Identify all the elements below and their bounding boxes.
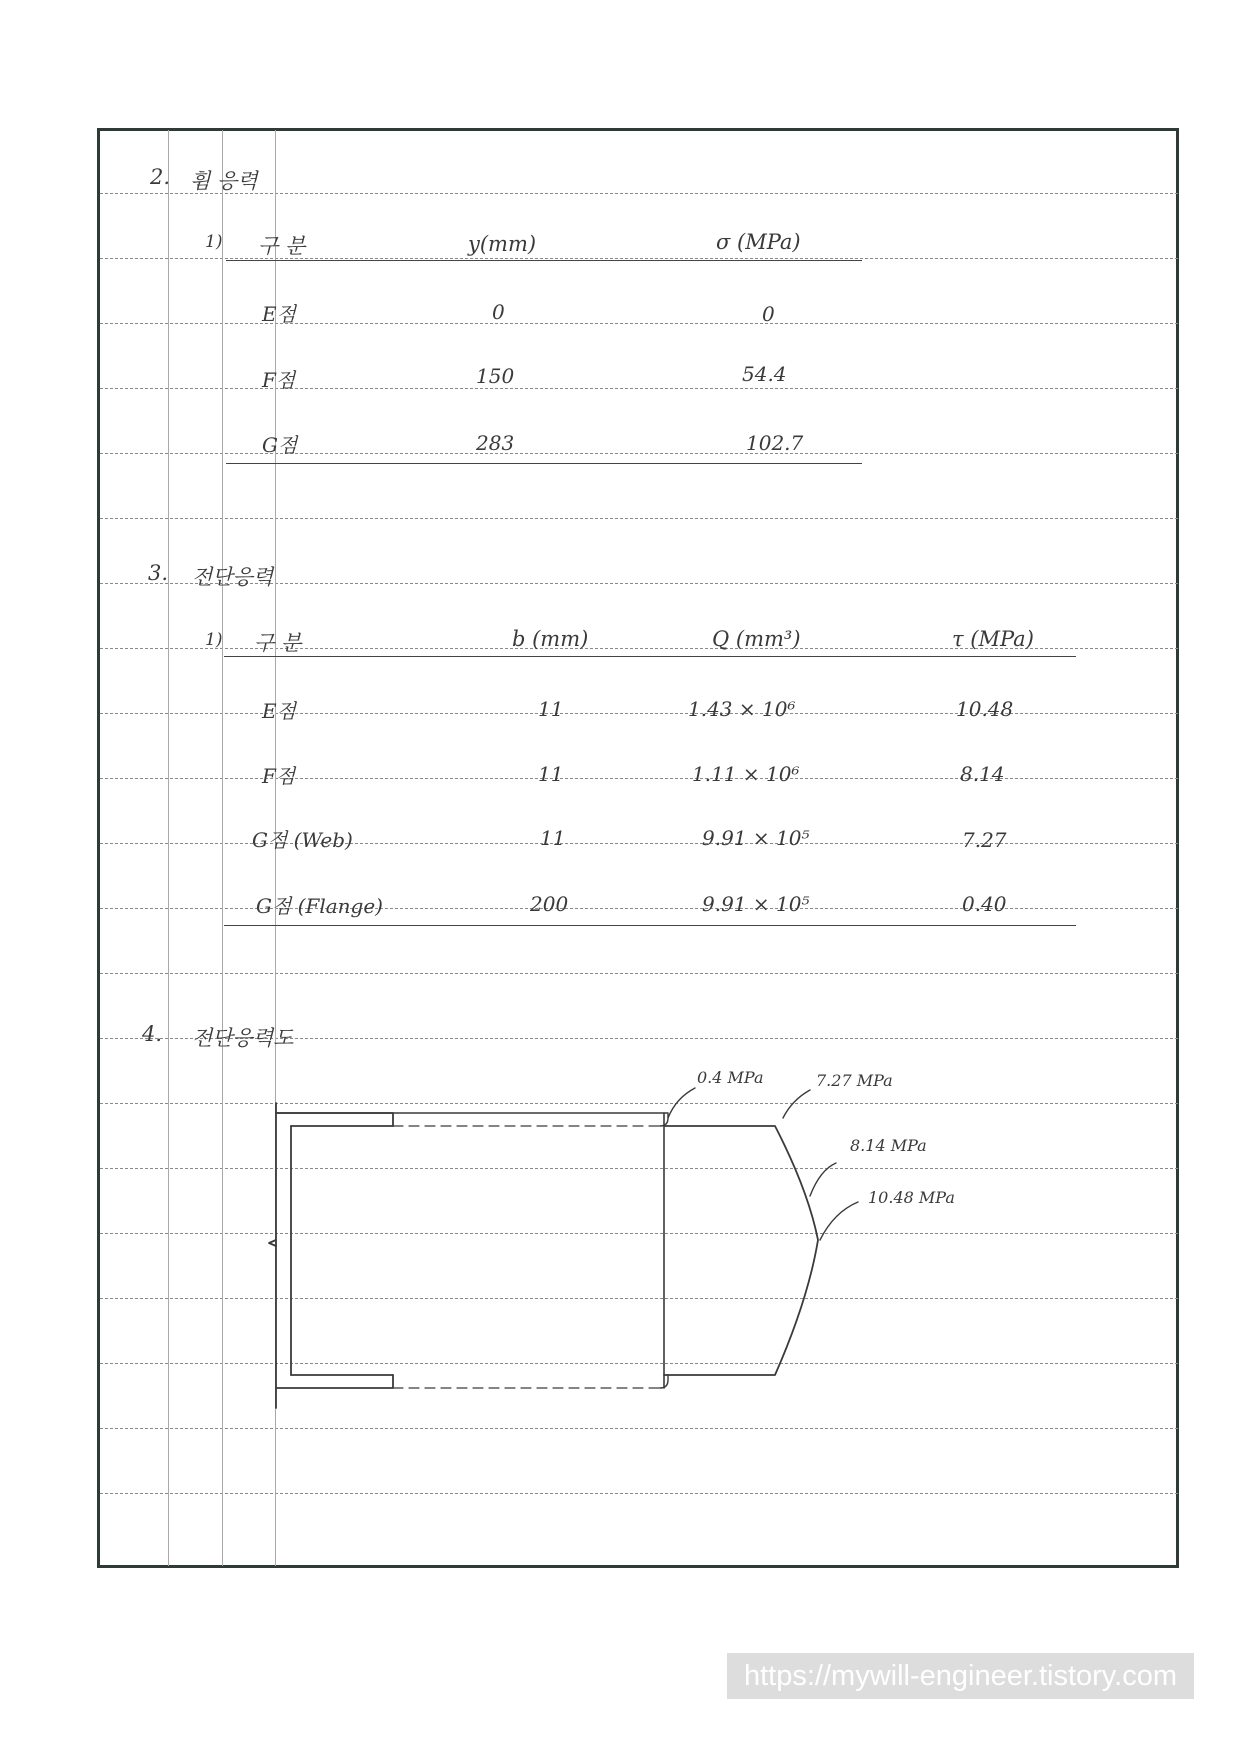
section3-row-b: 11	[538, 762, 564, 786]
web-shear-parabola	[664, 1126, 818, 1375]
section3-row-label: E점	[262, 699, 296, 723]
leader-e-point	[820, 1202, 858, 1240]
flange-stress-top-step	[276, 1113, 668, 1126]
section2-number: 2.	[150, 165, 171, 189]
section2-row-y: 283	[476, 431, 515, 455]
section3-row-tau: 0.40	[962, 892, 1007, 916]
watermark-url: https://mywill-engineer.tistory.com	[727, 1653, 1194, 1699]
label-f-point-stress: 8.14 MPa	[850, 1136, 927, 1155]
section3-row-b: 200	[530, 892, 569, 916]
section3-row-tau: 10.48	[956, 697, 1014, 721]
section3-row-tau: 8.14	[960, 762, 1005, 786]
section3-row-label: G점 (Flange)	[256, 894, 383, 918]
leader-flange	[668, 1088, 695, 1118]
section2-sub: 1)	[205, 232, 223, 252]
section3-sub: 1)	[205, 630, 223, 650]
leader-web-top	[783, 1090, 810, 1118]
section3-number: 3.	[148, 561, 169, 585]
section2-title: 휨 응력	[190, 169, 258, 193]
label-flange-stress: 0.4 MPa	[697, 1068, 764, 1087]
section2-row-sigma: 54.4	[742, 362, 787, 386]
section4-number: 4.	[142, 1022, 163, 1046]
section2-row-label: G점	[262, 433, 298, 457]
section3-header-tau: τ (MPa)	[952, 627, 1034, 651]
section2-row-sigma: 102.7	[746, 431, 804, 455]
flange-top-outline	[276, 1113, 393, 1126]
section3-row-label: F점	[262, 764, 296, 788]
section3-row-tau: 7.27	[962, 828, 1007, 852]
section2-row-y: 150	[476, 364, 515, 388]
section3-row-b: 11	[540, 826, 566, 850]
section3-title: 전단응력	[192, 565, 274, 589]
leader-f-point	[810, 1163, 836, 1196]
section3-row-q: 9.91 × 10⁵	[702, 892, 810, 916]
section2-header-y: y(mm)	[468, 232, 537, 256]
section3-header-q: Q (mm³)	[712, 627, 801, 651]
axis-tick-mark	[269, 1240, 276, 1246]
flange-bottom-outline	[276, 1375, 393, 1388]
section2-header-sigma: σ (MPa)	[716, 230, 801, 254]
label-e-point-stress: 10.48 MPa	[868, 1188, 955, 1207]
section3-header-b: b (mm)	[512, 627, 589, 651]
section3-row-q: 1.43 × 10⁶	[688, 697, 796, 721]
section2-header-item: 구 분	[258, 234, 306, 258]
section3-row-q: 1.11 × 10⁶	[692, 762, 800, 786]
section2-row-label: E점	[262, 302, 296, 326]
section3-row-b: 11	[538, 697, 564, 721]
section3-row-label: G점 (Web)	[252, 828, 353, 852]
section2-row-sigma: 0	[762, 302, 775, 326]
label-web-top-stress: 7.27 MPa	[816, 1071, 893, 1090]
section3-header-item: 구 분	[254, 631, 302, 655]
section3-row-q: 9.91 × 10⁵	[702, 826, 810, 850]
section2-row-label: F점	[262, 368, 296, 392]
section2-row-y: 0	[492, 300, 505, 324]
section4-title: 전단응력도	[192, 1026, 294, 1050]
